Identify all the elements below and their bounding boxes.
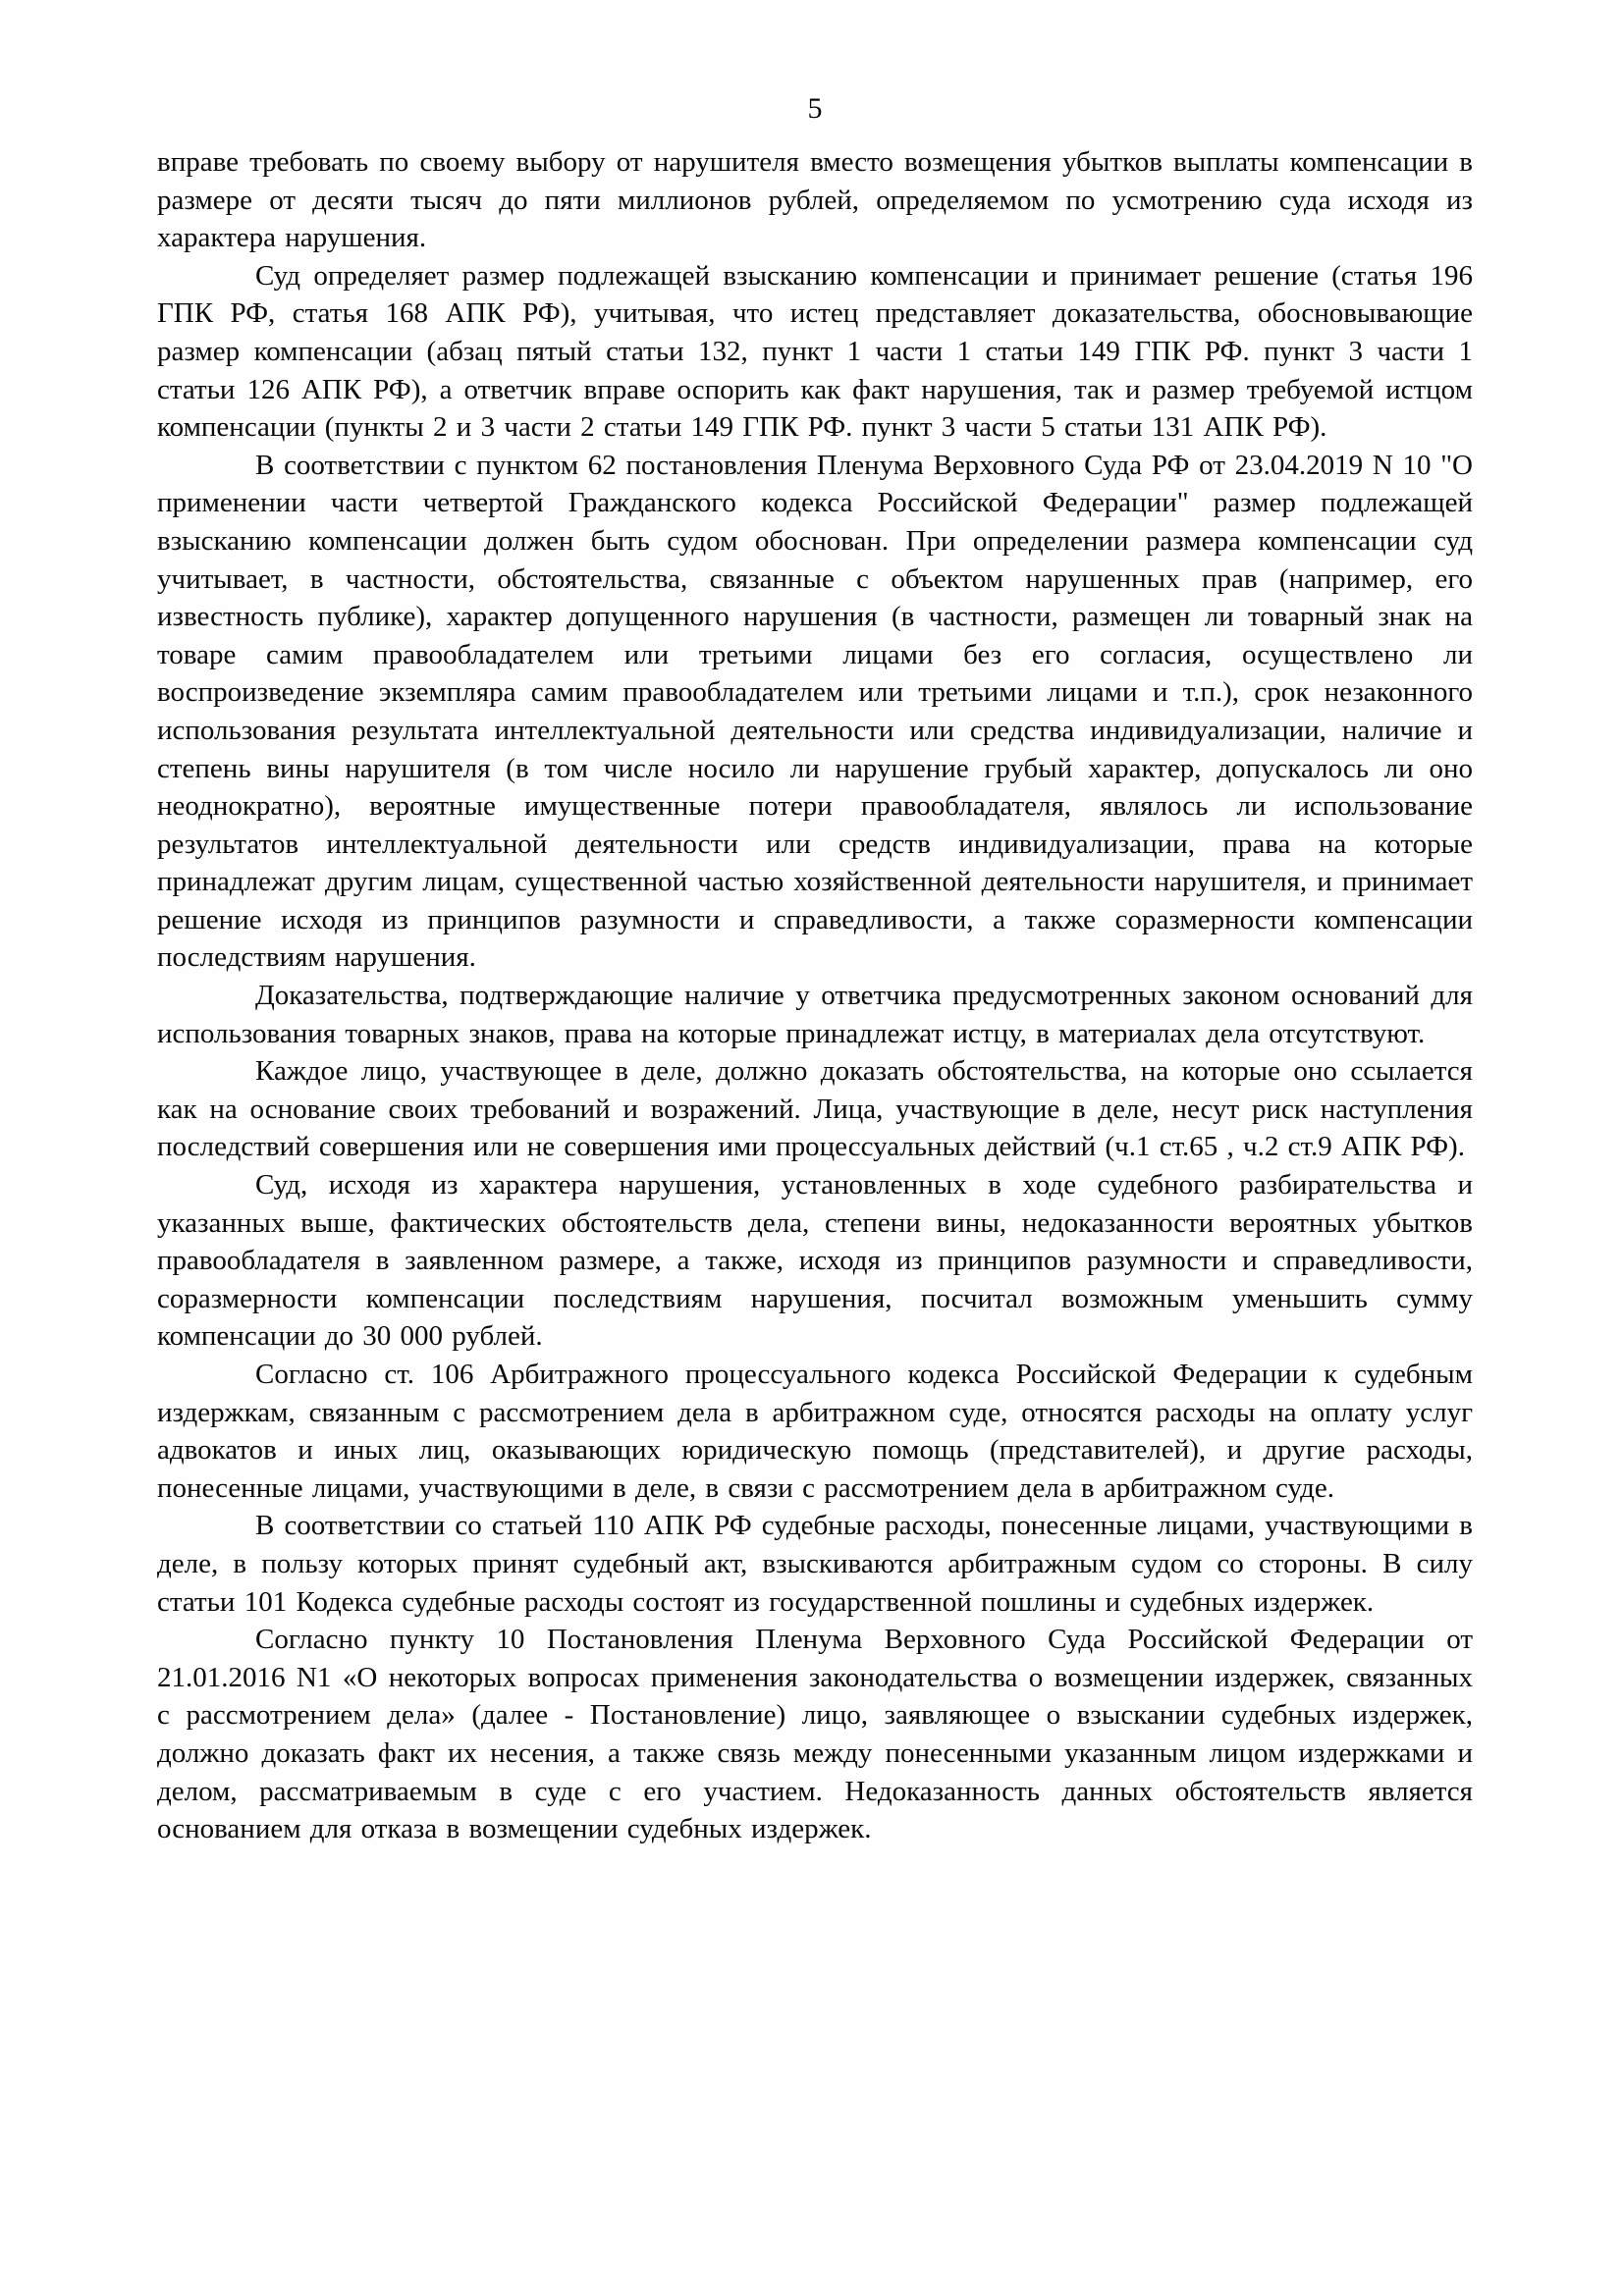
paragraph: Суд определяет размер подлежащей взысканию компенсации и принимает решение (статья 196 ГПК РФ, статья 168 АПК РФ), учитывая, что истец представляет доказательства, обосновывающие размер компенсации (абзац пятый статьи 132, пункт 1 части 1 статьи 149 ГПК РФ. пункт 3 части 1 статьи 126 АПК РФ), а ответчик вправе оспорить как факт нарушения, так и размер требуемой истцом компенсации (пункты 2 и 3 части 2 статьи 149 ГПК РФ. пункт 3 части 5 статьи 131 АПК РФ).	[157, 259, 1473, 444]
page-number: 5	[807, 92, 823, 125]
paragraph: Доказательства, подтверждающие наличие у ответчика предусмотренных законом оснований для использования товарных знаков, права на которые принадлежат истцу, в материалах дела отсутствуют.	[157, 980, 1473, 1049]
document-body	[157, 143, 1473, 1848]
paragraph: В соответствии со статьей 110 АПК РФ судебные расходы, понесенные лицами, участвующими в деле, в пользу которых принят судебный акт, взыскиваются арбитражным судом со стороны. В силу статьи 101 Кодекса судебные расходы состоят из государственной пошлины и судебных издержек.	[157, 1510, 1473, 1618]
paragraph: Каждое лицо, участвующее в деле, должно доказать обстоятельства, на которые оно ссылается как на основание своих требований и возражений. Лица, участвующие в деле, несут риск наступления последствий совершения или не совершения ими процессуальных действий (ч.1 ст.65 , ч.2 ст.9 АПК РФ).	[157, 1055, 1473, 1163]
paragraph: Суд, исходя из характера нарушения, установленных в ходе судебного разбирательства и указанных выше, фактических обстоятельств дела, степени вины, недоказанности вероятных убытков правообладателя в заявленном размере, а также, исходя из принципов разумности и справедливости, соразмерности компенсации последствиям нарушения, посчитал возможным уменьшить сумму компенсации до 30 000 рублей.	[157, 1169, 1473, 1353]
paragraph: вправе требовать по своему выбору от нарушителя вместо возмещения убытков выплаты компенсации в размере от десяти тысяч до пяти миллионов рублей, определяемом по усмотрению суда исходя из характера нарушения.	[157, 146, 1473, 254]
paragraph: В соответствии с пунктом 62 постановления Пленума Верховного Суда РФ от 23.04.2019 N 10 "О применении части четвертой Гражданского кодекса Российской Федерации" размер подлежащей взысканию компенсации должен быть судом обоснован. При определении размера компенсации суд учитывает, в частности, обстоятельства, связанные с объектом нарушенных прав (например, его известность публике), характер допущенного нарушения (в частности, размещен ли товарный знак на товаре самим правообладателем или третьими лицами без его согласия, осуществлено ли воспроизведение экземпляра самим правообладателем или третьими лицами и т.п.), срок незаконного использования результата интеллектуальной деятельности или средства индивидуализации, наличие и степень вины нарушителя (в том числе носило ли нарушение грубый характер, допускалось ли оно неоднократно), вероятные имущественные потери правообладателя, являлось ли использование результатов интеллектуальной деятельности или средств индивидуализации, права на которые принадлежат другим лицам, существенной частью хозяйственной деятельности нарушителя, и принимает решение исходя из принципов разумности и справедливости, а также соразмерности компенсации последствиям нарушения.	[157, 449, 1473, 974]
paragraph: Согласно пункту 10 Постановления Пленума Верховного Суда Российской Федерации от 21.01.2016 N1 «О некоторых вопросах применения законодательства о возмещении издержек, связанных с рассмотрением дела» (далее - Постановление) лицо, заявляющее о взыскании судебных издержек, должно доказать факт их несения, а также связь между понесенными указанным лицом издержками и делом, рассматриваемым в суде с его участием. Недоказанность данных обстоятельств является основанием для отказа в возмещении судебных издержек.	[157, 1624, 1473, 1845]
paragraph: Согласно ст. 106 Арбитражного процессуального кодекса Российской Федерации к судебным издержкам, связанным с рассмотрением дела в арбитражном суде, относятся расходы на оплату услуг адвокатов и иных лиц, оказывающих юридическую помощь (представителей), и другие расходы, понесенные лицами, участвующими в деле, в связи с рассмотрением дела в арбитражном суде.	[157, 1359, 1473, 1504]
